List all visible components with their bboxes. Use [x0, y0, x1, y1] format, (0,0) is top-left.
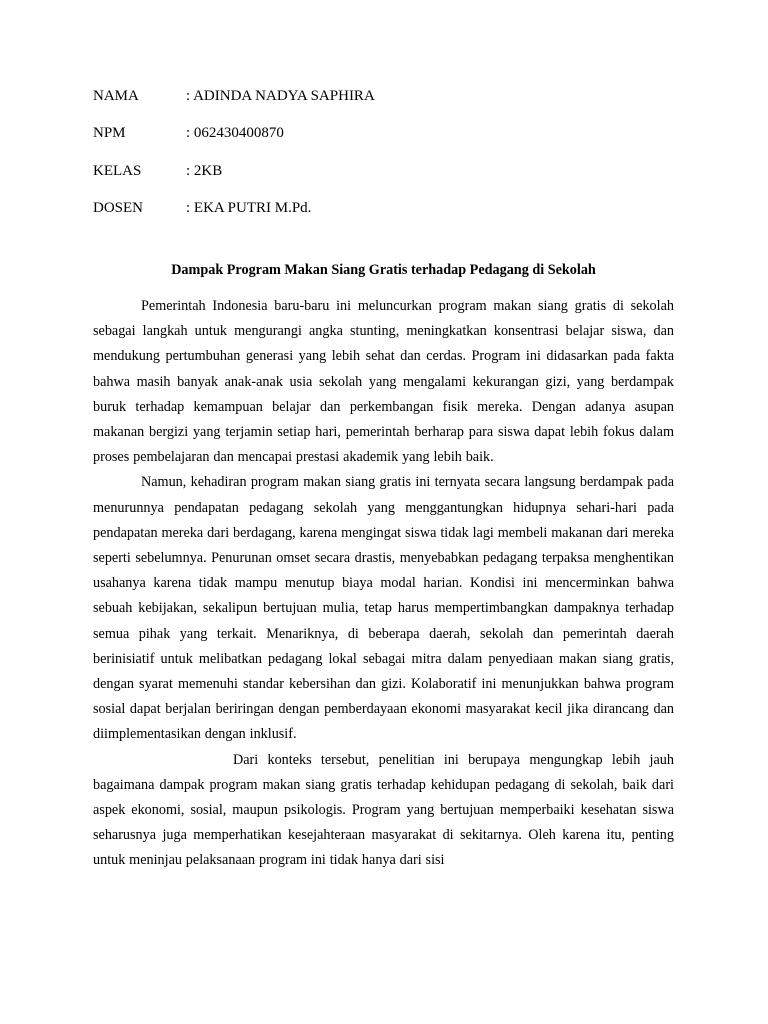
info-row-nama — [93, 86, 693, 123]
npm-label: NPM — [93, 125, 126, 142]
document-body — [93, 294, 674, 874]
nama-value: : ADINDA NADYA SAPHIRA — [186, 88, 375, 104]
paragraph-2: Namun, kehadiran program makan siang gratis ini ternyata secara langsung berdampak pada menurunnya pendapatan pedagang sekolah yang menggantungkan hidupnya sehari-hari pada pendapatan mereka dari berdagang, karena mengingat siswa tidak lagi membeli makanan dari mereka seperti sebelumnya. Penurunan omset secara drastis, menyebabkan pedagang terpaksa menghentikan usahanya karena tidak mampu menutup biaya modal harian. Kondisi ini mencerminkan bahwa sebuah kebijakan, sekalipun bertujuan mulia, tetap harus mempertimbangkan dampaknya terhadap semua pihak yang terkait. Menariknya, di beberapa daerah, sekolah dan pemerintah daerah berinisiatif untuk melibatkan pedagang lokal sebagai mitra dalam penyediaan makan siang gratis, dengan syarat memenuhi standar kebersihan dan gizi. Kolaboratif ini menunjukkan bahwa program sosial dapat berjalan beriringan dengan pemberdayaan ekonomi masyarakat kecil jika dirancang dan diimplementasikan dengan inklusif. — [93, 474, 674, 743]
info-row-kelas — [93, 161, 693, 198]
info-row-dosen — [93, 198, 693, 235]
student-info — [93, 86, 693, 235]
paragraph-3: Dari konteks tersebut, penelitian ini berupaya mengungkap lebih jauh bagaimana dampak program makan siang gratis terhadap kehidupan pedagang di sekolah, baik dari aspek ekonomi, sosial, maupun psikologis. Program yang bertujuan memperbaiki kesehatan siswa seharusnya juga memperhatikan kesejahteraan masyarakat di sekitarnya. Oleh karena itu, penting untuk meninjau pelaksanaan program ini tidak hanya dari sisi — [93, 751, 674, 869]
npm-value: : 062430400870 — [186, 125, 284, 142]
kelas-value: : 2KB — [186, 162, 223, 179]
document-title: Dampak Program Makan Siang Gratis terhadap Pedagang di Sekolah — [171, 262, 596, 278]
info-row-npm — [93, 123, 693, 160]
nama-label: NAMA — [93, 88, 139, 104]
kelas-label: KELAS — [93, 162, 142, 179]
dosen-value: : EKA PUTRI M.Pd. — [186, 199, 312, 216]
paragraph-1: Pemerintah Indonesia baru-baru ini meluncurkan program makan siang gratis di sekolah sebagai langkah untuk mengurangi angka stunting, meningkatkan konsentrasi belajar siswa, dan mendukung pertumbuhan generasi yang lebih sehat dan cerdas. Program ini didasarkan pada fakta bahwa masih banyak anak-anak usia sekolah yang mengalami kekurangan gizi, yang berdampak buruk terhadap kemampuan belajar dan perkembangan fisik mereka. Dengan adanya asupan makanan bergizi yang terjamin setiap hari, pemerintah berharap para siswa dapat lebih fokus dalam proses pembelajaran dan mencapai prestasi akademik yang lebih baik. — [93, 298, 674, 466]
dosen-label: DOSEN — [93, 199, 144, 216]
